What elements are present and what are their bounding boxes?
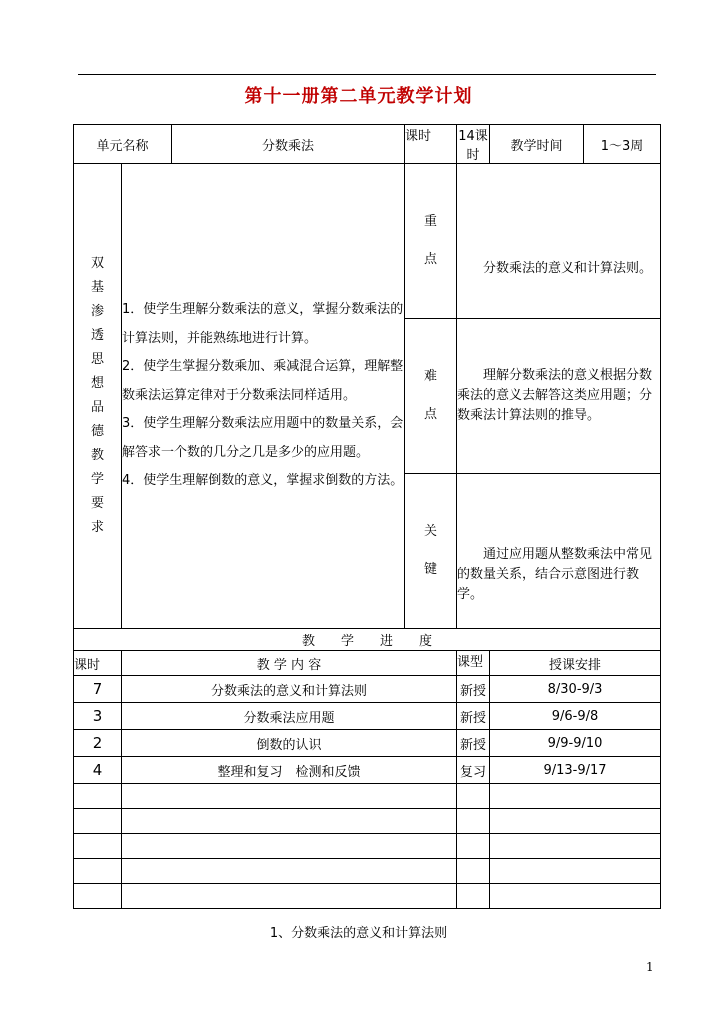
- page-title: 第十一册第二单元教学计划: [244, 86, 473, 107]
- requirements-label: [74, 164, 122, 629]
- difficulty-label: 难 点: [405, 319, 457, 474]
- unit-name-label: 单元名称: [74, 125, 172, 164]
- requirements-label-char: 透: [90, 328, 104, 343]
- col-hours-header: 课时: [74, 651, 122, 676]
- requirement-item: 2．使学生掌握分数乘加、乘减混合运算，理解整数乘法运算定律对于分数乘法同样适用。: [122, 359, 404, 403]
- requirements-label-char: 学: [90, 472, 104, 487]
- header-row: [74, 125, 661, 164]
- progress-header-row: [74, 651, 661, 676]
- requirements-label-char: 思: [90, 352, 104, 367]
- hours-value: 14课时: [457, 125, 490, 164]
- requirements-label-char: 德: [90, 424, 104, 439]
- empty-row: [74, 784, 661, 809]
- progress-title: [74, 629, 661, 651]
- top-rule: [78, 74, 656, 75]
- critical-label: 关 键: [405, 474, 457, 629]
- requirement-item: 4．使学生理解倒数的意义，掌握求倒数的方法。: [122, 473, 404, 489]
- requirements-label-char: 双: [90, 256, 104, 271]
- key-point-text: 分数乘法的意义和计算法则。: [457, 164, 661, 319]
- plan-table: [73, 124, 661, 909]
- table-row: 2 倒数的认识 新授 9/9-9/10: [74, 730, 661, 757]
- time-label: 教学时间: [490, 125, 584, 164]
- requirements-label-char: 渗: [90, 304, 104, 319]
- col-schedule-header: 授课安排: [490, 651, 661, 676]
- critical-text: 通过应用题从整数乘法中常见的数量关系，结合示意图进行教学。: [457, 474, 661, 629]
- requirements-list: [122, 164, 405, 629]
- time-value: 1～3周: [584, 125, 661, 164]
- empty-row: [74, 884, 661, 909]
- table-row: 7 分数乘法的意义和计算法则 新授 8/30-9/3: [74, 676, 661, 703]
- requirements-label-char: 想: [90, 376, 104, 391]
- table-row: 4 整理和复习 检测和反馈 复习 9/13-9/17: [74, 757, 661, 784]
- col-content-header: 教 学 内 容: [122, 651, 457, 676]
- unit-name-value: 分数乘法: [172, 125, 405, 164]
- requirements-label-char: 教: [90, 448, 104, 463]
- empty-row: [74, 834, 661, 859]
- col-type-header: 课型: [457, 651, 490, 676]
- requirements-label-char: 基: [90, 280, 104, 295]
- requirements-label-char: 求: [90, 520, 104, 535]
- table-row: 3 分数乘法应用题 新授 9/6-9/8: [74, 703, 661, 730]
- difficulty-text: 理解分数乘法的意义根据分数乘法的意义去解答这类应用题；分数乘法计算法则的推导。: [457, 319, 661, 474]
- empty-row: [74, 859, 661, 884]
- empty-row: [74, 809, 661, 834]
- hours-label: 课时: [405, 125, 457, 164]
- requirement-item: 3．使学生理解分数乘法应用题中的数量关系，会解答求一个数的几分之几是多少的应用题。: [122, 416, 404, 460]
- page-number: 1: [646, 960, 654, 974]
- progress-title-text: 教学进度: [302, 634, 459, 649]
- requirement-item: 1．使学生理解分数乘法的意义，掌握分数乘法的计算法则，并能熟练地进行计算。: [122, 302, 404, 346]
- section-heading: 1、分数乘法的意义和计算法则: [269, 926, 448, 941]
- requirements-label-char: 要: [90, 496, 104, 511]
- key-point-label: 重 点: [405, 164, 457, 319]
- requirements-label-char: 品: [90, 400, 104, 415]
